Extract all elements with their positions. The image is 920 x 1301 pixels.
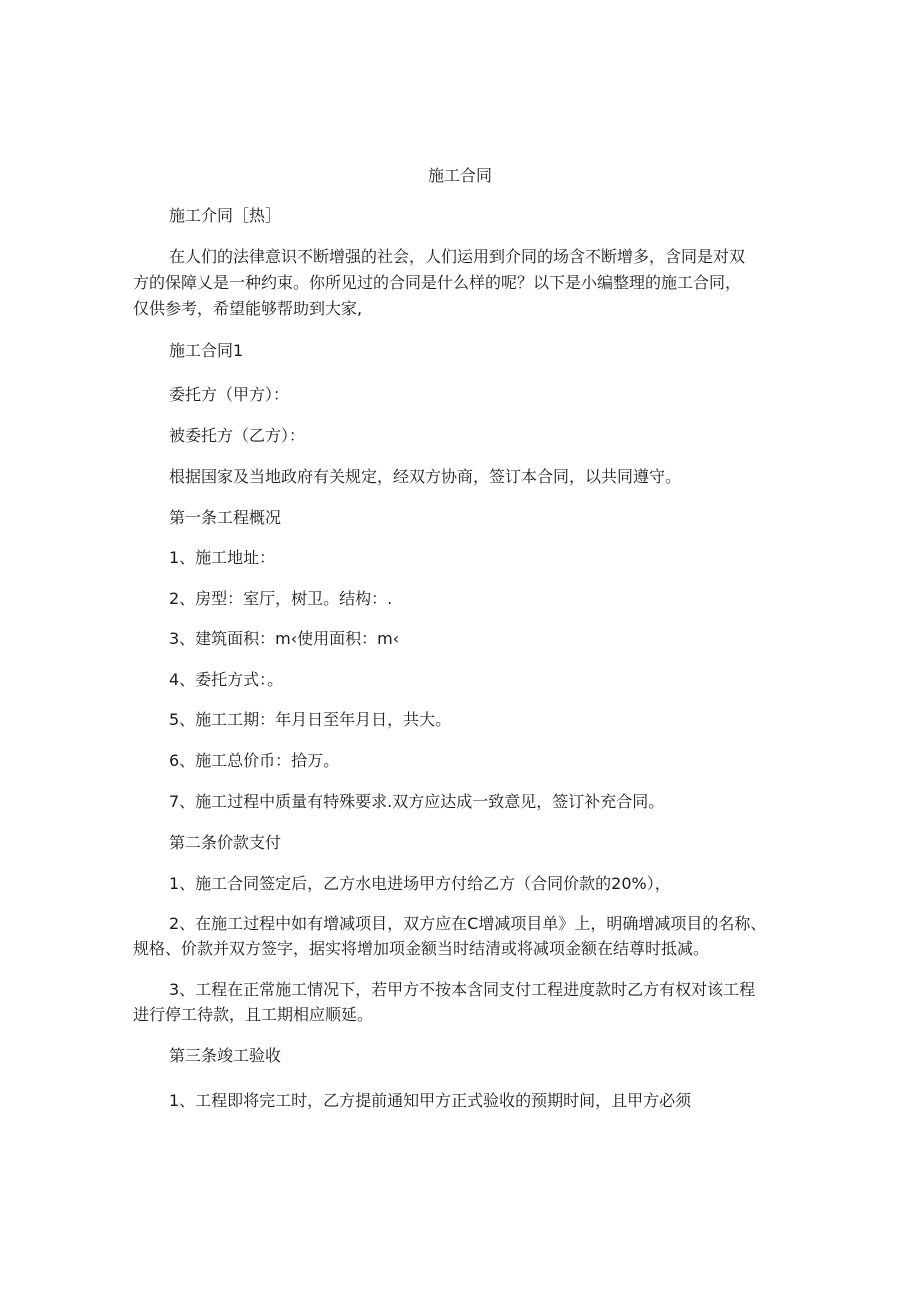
intro-line-3: 仅供参考，希望能够帮助到大家, — [133, 299, 363, 318]
article2-item-3-line-1: 3、工程在正常施工情况下，若甲方不按本含同支付工程进度款时乙方有权对该工程 — [169, 980, 756, 999]
article2-item-2-line-1: 2、在施工过程中如有增减项目，双方应在C增减项目单》上，明确增减项目的名称、 — [169, 914, 767, 933]
article1-item-3: 3、建筑面积：m‹使用面积：m‹ — [169, 629, 400, 648]
document-title: 施工合同 — [427, 166, 492, 185]
article2-item-3-line-2: 进行停工待款，且工期相应顺延。 — [133, 1005, 374, 1024]
article2-heading: 第二条价款支付 — [169, 833, 282, 852]
contract-heading: 施工合同1 — [169, 341, 244, 360]
article1-item-7: 7、施工过程中质量有特殊要求.双方应达成一致意见，签订补充合同。 — [169, 792, 665, 811]
preamble: 根据国家及当地政府有关规定，经双方协商，签订本合同，以共同遵守。 — [169, 467, 682, 486]
party-b: 被委托方（乙方）： — [169, 426, 306, 445]
party-a: 委托方（甲方）： — [169, 385, 290, 404]
document-subtitle: 施工介同［热］ — [169, 206, 282, 225]
article2-item-1: 1、施工合同签定后，乙方水电进场甲方付给乙方（合同价款的20%）， — [169, 874, 671, 893]
article3-heading: 第三条竣工验收 — [169, 1046, 282, 1065]
article1-item-5: 5、施工工期：年月日至年月日，共大。 — [169, 710, 452, 729]
article1-heading: 第一条工程概况 — [169, 508, 282, 527]
intro-line-2: 方的保障乂是一种约束。你所见过的合同是什么样的呢？以下是小编整理的施工合同， — [133, 273, 742, 292]
article1-item-6: 6、施工总价币：拾万。 — [169, 751, 340, 770]
article1-item-4: 4、委托方式：。 — [169, 670, 284, 689]
article1-item-2: 2、房型：室厅，树卫。结构：. — [169, 589, 393, 608]
article1-item-1: 1、施工地址： — [169, 548, 276, 567]
article3-item-1: 1、工程即将完工时，乙方提前通知甲方正式验收的预期时间，且甲方必须 — [169, 1091, 692, 1110]
article2-item-2-line-2: 规格、价款并双方签字，据实将增加项金额当时结清或将减项金额在结尊时抵减。 — [133, 939, 710, 958]
intro-line-1: 在人们的法律意识不断增强的社会，人们运用到介同的场含不断增多，含同是对双 — [169, 247, 746, 266]
